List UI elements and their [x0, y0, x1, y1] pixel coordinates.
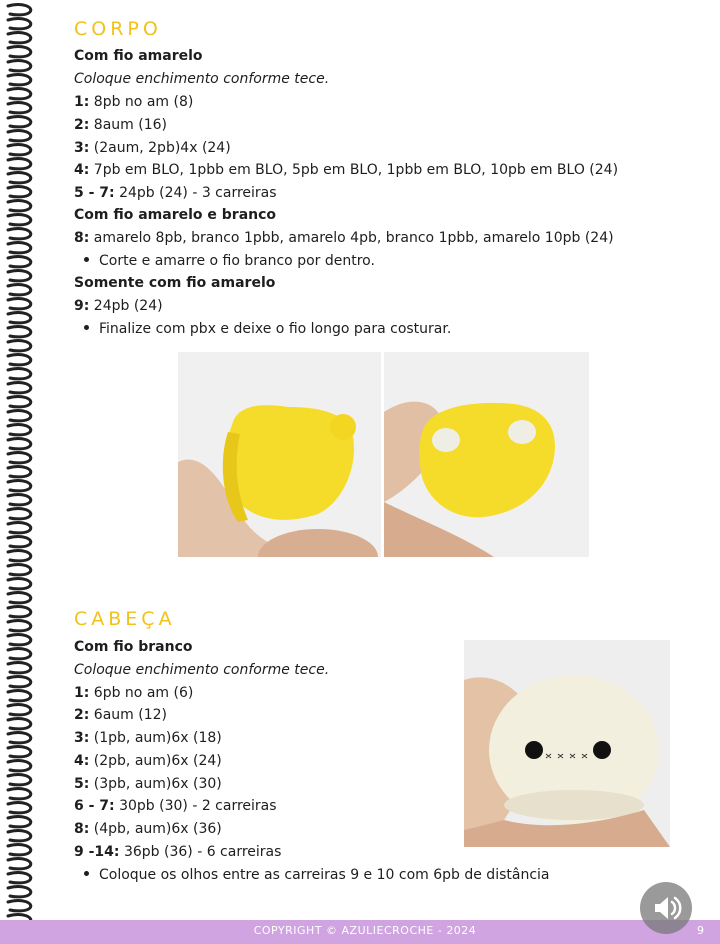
spiral-coil — [8, 173, 31, 183]
spiral-coil — [8, 537, 31, 547]
spiral-coil — [8, 733, 31, 743]
spiral-coil — [8, 299, 31, 309]
copyright-text: COPYRIGHT © AZULIECROCHE - 2024 — [253, 924, 477, 937]
spiral-coil — [8, 243, 31, 253]
spiral-coil — [8, 5, 31, 15]
spiral-coil — [8, 803, 31, 813]
corpo-row-1: 1: 8pb no am (8) — [74, 94, 194, 110]
spiral-coil — [8, 761, 31, 771]
cabeca-row-9-14: 9 -14: 36pb (36) - 6 carreiras — [74, 844, 282, 860]
cabeca-row-5: 5: (3pb, aum)6x (30) — [74, 776, 222, 792]
spiral-coil — [8, 677, 31, 687]
spiral-coil — [8, 565, 31, 575]
spiral-coil — [8, 75, 31, 85]
spiral-binding — [0, 0, 40, 944]
spiral-coil — [8, 621, 31, 631]
photo-body-side — [178, 352, 381, 557]
corpo-note: Coloque enchimento conforme tece. — [74, 71, 330, 87]
spiral-coil — [8, 327, 31, 337]
spiral-coil — [8, 691, 31, 701]
spiral-coil — [8, 579, 31, 589]
cabeca-row-1: 1: 6pb no am (6) — [74, 685, 194, 701]
spiral-coil — [8, 397, 31, 407]
spiral-coil — [8, 789, 31, 799]
spiral-coil — [8, 341, 31, 351]
cabeca-row-6-7: 6 - 7: 30pb (30) - 2 carreiras — [74, 798, 277, 814]
spiral-coil — [8, 285, 31, 295]
spiral-coil — [8, 411, 31, 421]
spiral-coil — [8, 257, 31, 267]
spiral-coil — [8, 201, 31, 211]
corpo-subheading-only-yellow: Somente com fio amarelo — [74, 275, 276, 291]
spiral-coil — [8, 845, 31, 855]
audio-toggle-button[interactable] — [640, 882, 692, 934]
corpo-row-4: 4: 7pb em BLO, 1pbb em BLO, 5pb em BLO, 1pbb em BLO, 10pb em BLO (24) — [74, 162, 619, 178]
spiral-coil — [8, 467, 31, 477]
spiral-coil — [8, 453, 31, 463]
spiral-coil — [8, 61, 31, 71]
spiral-coil — [8, 355, 31, 365]
corpo-row-3: 3: (2aum, 2pb)4x (24) — [74, 140, 231, 156]
spiral-coil — [8, 47, 31, 57]
corpo-bullet-cut-thread: Corte e amarre o fio branco por dentro. — [84, 253, 375, 269]
spiral-coil — [8, 747, 31, 757]
spiral-coil — [8, 663, 31, 673]
spiral-coil — [8, 649, 31, 659]
spiral-coil — [8, 635, 31, 645]
cabeca-note: Coloque enchimento conforme tece. — [74, 662, 330, 678]
spiral-coil — [8, 901, 31, 911]
spiral-coil — [8, 873, 31, 883]
spiral-coil — [8, 859, 31, 869]
spiral-coil — [8, 33, 31, 43]
corpo-bullet-finish: Finalize com pbx e deixe o fio longo para costurar. — [84, 321, 451, 337]
spiral-coil — [8, 495, 31, 505]
spiral-coil — [8, 439, 31, 449]
corpo-row-5-7: 5 - 7: 24pb (24) - 3 carreiras — [74, 185, 277, 201]
spiral-coil — [8, 831, 31, 841]
spiral-coil — [8, 89, 31, 99]
spiral-coil — [8, 271, 31, 281]
spiral-coil — [8, 103, 31, 113]
cabeca-row-2: 2: 6aum (12) — [74, 707, 167, 723]
spiral-coil — [8, 145, 31, 155]
spiral-coil — [8, 383, 31, 393]
speaker-icon — [640, 882, 692, 934]
spiral-coil — [8, 817, 31, 827]
page-number: 9 — [697, 924, 704, 937]
spiral-coil — [8, 229, 31, 239]
spiral-coil — [8, 313, 31, 323]
spiral-coil — [8, 593, 31, 603]
photo-head — [464, 640, 670, 847]
spiral-coil — [8, 159, 31, 169]
photo-body-top — [384, 352, 589, 557]
cabeca-row-4: 4: (2pb, aum)6x (24) — [74, 753, 222, 769]
corpo-subheading-yellow-white: Com fio amarelo e branco — [74, 207, 277, 223]
spiral-coil — [8, 607, 31, 617]
cabeca-row-8: 8: (4pb, aum)6x (36) — [74, 821, 222, 837]
spiral-coil — [8, 719, 31, 729]
section-title-cabeca: CABEÇA — [74, 608, 176, 630]
corpo-row-8: 8: amarelo 8pb, branco 1pbb, amarelo 4pb, branco 1pbb, amarelo 10pb (24) — [74, 230, 614, 246]
cabeca-bullet-eyes: Coloque os olhos entre as carreiras 9 e 10 com 6pb de distância — [84, 867, 550, 883]
spiral-coil — [8, 187, 31, 197]
spiral-coil — [8, 887, 31, 897]
spiral-coil — [8, 19, 31, 29]
corpo-subheading-yellow: Com fio amarelo — [74, 48, 203, 64]
spiral-coil — [8, 215, 31, 225]
spiral-coil — [8, 705, 31, 715]
spiral-coil — [8, 117, 31, 127]
spiral-coil — [8, 775, 31, 785]
spiral-coil — [8, 369, 31, 379]
section-title-corpo: CORPO — [74, 18, 162, 40]
cabeca-subheading-white: Com fio branco — [74, 639, 193, 655]
corpo-row-2: 2: 8aum (16) — [74, 117, 167, 133]
spiral-coil — [8, 523, 31, 533]
cabeca-row-3: 3: (1pb, aum)6x (18) — [74, 730, 222, 746]
spiral-coil — [8, 131, 31, 141]
spiral-coil — [8, 481, 31, 491]
corpo-row-9: 9: 24pb (24) — [74, 298, 163, 314]
spiral-coil — [8, 425, 31, 435]
spiral-coil — [8, 551, 31, 561]
page-footer — [0, 920, 720, 944]
spiral-coil — [8, 509, 31, 519]
